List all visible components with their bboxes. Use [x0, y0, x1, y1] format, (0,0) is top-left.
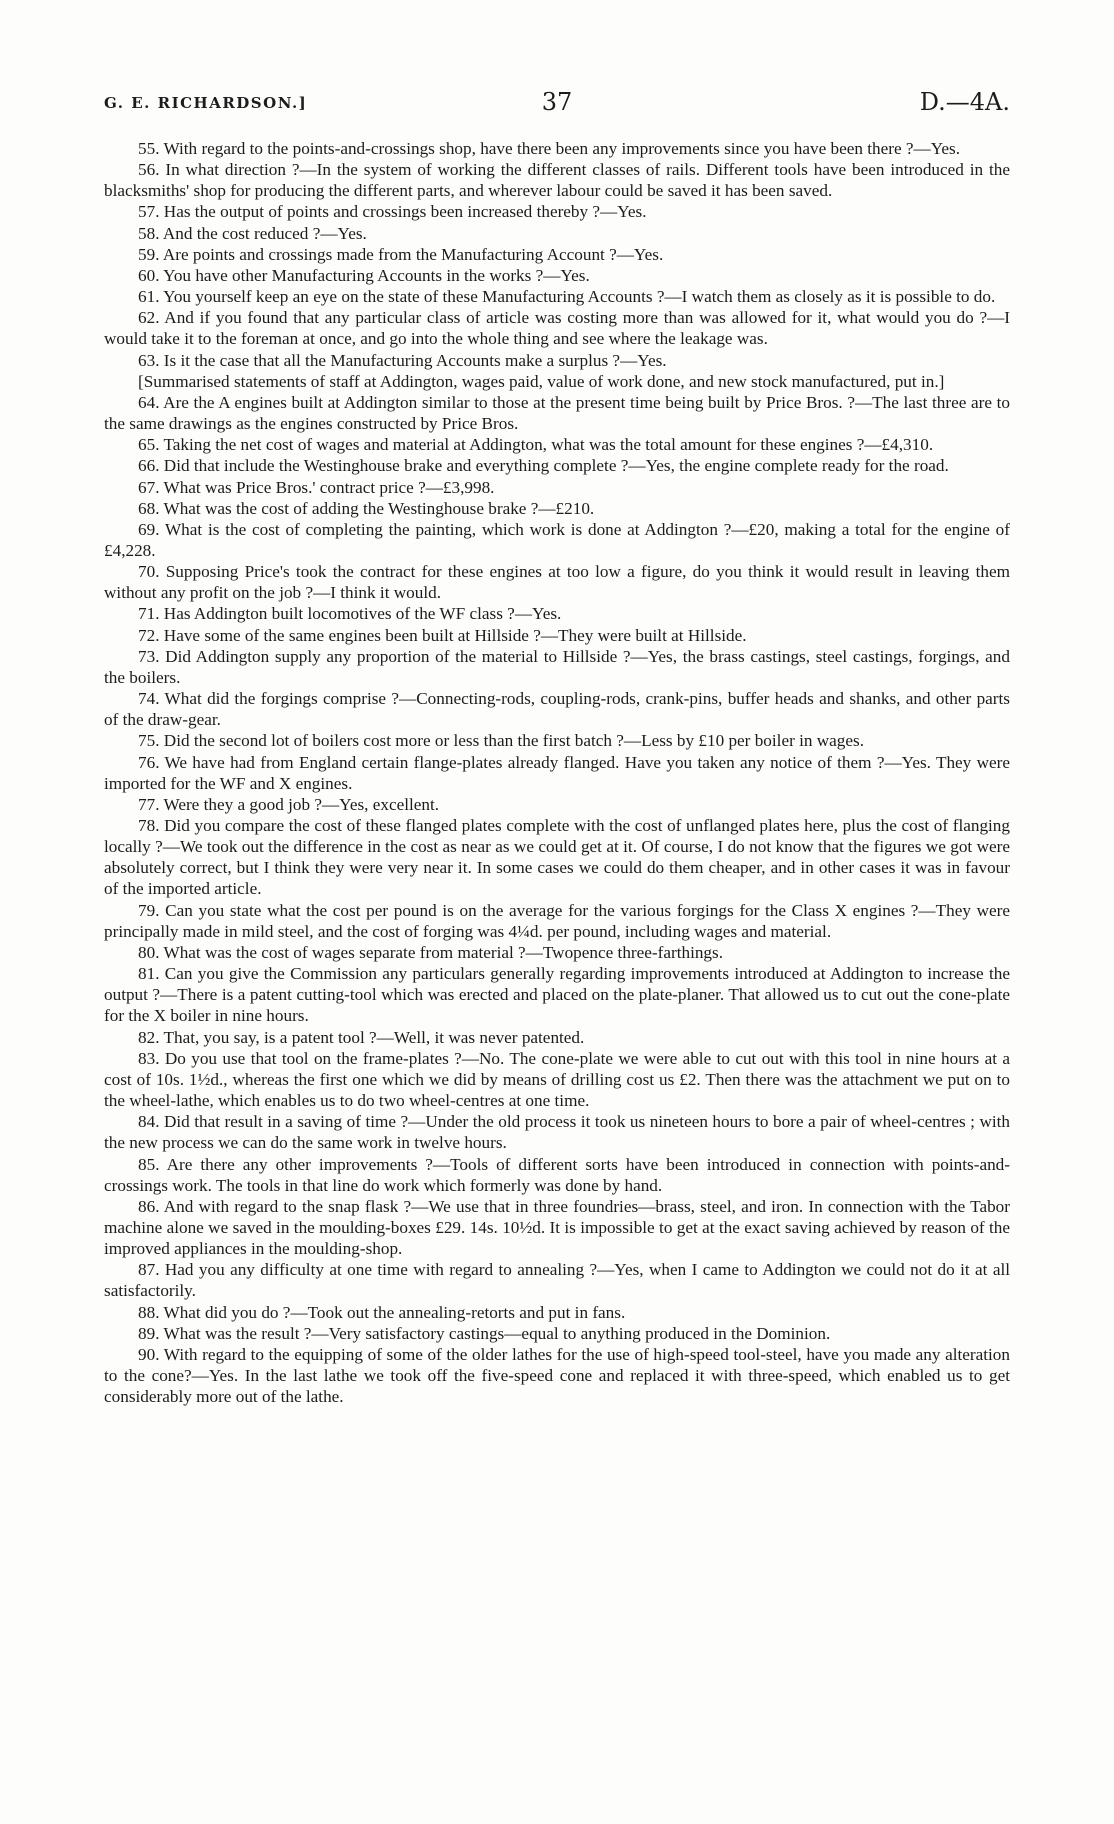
paragraph: 66. Did that include the Westinghouse brake and everything complete ?—Yes, the engine complete ready for the road.	[138, 456, 949, 476]
paragraph: 77. Were they a good job ?—Yes, excellent.	[138, 794, 440, 814]
paragraph: 80. What was the cost of wages separate from material ?—Twopence three-farthings.	[138, 942, 724, 962]
paragraph: 71. Has Addington built locomotives of the WF class ?—Yes.	[138, 604, 562, 624]
paragraph: 79. Can you state what the cost per pound is on the average for the various forgings for the Class X engines ?—They were principally made in mild steel, and the cost of forging was 4¼d. per pound, including wages and material.	[104, 900, 1010, 941]
document-body	[104, 138, 1010, 1407]
paragraph: 90. With regard to the equipping of some of the older lathes for the use of high-speed tool-steel, have you made any alteration to the cone?—Yes. In the last lathe we took off the five-speed cone and replaced it with three-speed, which enabled us to get considerably more out of the lathe.	[104, 1344, 1010, 1407]
paragraph: 68. What was the cost of adding the Westinghouse brake ?—£210.	[138, 498, 595, 518]
paragraph: 74. What did the forgings comprise ?—Connecting-rods, coupling-rods, crank-pins, buffer heads and shanks, and other parts of the draw-gear.	[104, 689, 1010, 730]
paragraph: 84. Did that result in a saving of time ?—Under the old process it took us nineteen hours to bore a pair of wheel-centres ; with the new process we can do the same work in twelve hours.	[104, 1112, 1010, 1153]
paragraph: 56. In what direction ?—In the system of working the different classes of rails. Different tools have been introduced in the blacksmiths' shop for producing the different parts, and wherever labour could be saved it has been saved.	[104, 160, 1010, 201]
paragraph: 58. And the cost reduced ?—Yes.	[138, 223, 367, 243]
paragraph: 86. And with regard to the snap flask ?—We use that in three foundries—brass, steel, and iron. In connection with the Tabor machine alone we saved in the moulding-boxes £29. 14s. 10½d. It is impossible to get at the exact saving achieved by reason of the improved appliances in the moulding-shop.	[104, 1196, 1010, 1259]
paragraph: 55. With regard to the points-and-crossings shop, have there been any improvements since you have been there ?—Yes.	[138, 139, 961, 158]
paragraph: 85. Are there any other improvements ?—Tools of different sorts have been introduced in connection with points-and-crossings work. The tools in that line do work which formerly was done by hand.	[104, 1154, 1010, 1195]
paragraph: 83. Do you use that tool on the frame-plates ?—No. The cone-plate we were able to cut out with this tool in nine hours at a cost of 10s. 1½d., whereas the first one which we did by means of drilling cost us £2. Then there was the attachment we put on to the wheel-lathe, which enables us to do two wheel-centres at one time.	[104, 1048, 1010, 1111]
paragraph: 60. You have other Manufacturing Accounts in the works ?—Yes.	[138, 265, 590, 285]
paragraph: 57. Has the output of points and crossings been increased thereby ?—Yes.	[138, 202, 647, 222]
paragraph: 61. You yourself keep an eye on the state of these Manufacturing Accounts ?—I watch them as closely as it is possible to do.	[138, 287, 996, 307]
page-header	[104, 88, 1010, 128]
paragraph: 67. What was Price Bros.' contract price ?—£3,998.	[138, 477, 495, 497]
paragraph: 89. What was the result ?—Very satisfactory castings—equal to anything produced in the Dominion.	[138, 1323, 831, 1343]
paragraph: 78. Did you compare the cost of these flanged plates complete with the cost of unflanged plates here, plus the cost of flanging locally ?—We took out the difference in the cost as near as we could get at it. Of course, I do not know that the figures we got were absolutely correct, but I think they were very near it. In some cases we could do them cheaper, and in other cases it was in favour of the imported article.	[104, 816, 1010, 899]
page-number: 37	[541, 88, 573, 116]
paragraph: 65. Taking the net cost of wages and material at Addington, what was the total amount for these engines ?—£4,310.	[138, 435, 934, 455]
paragraph: 82. That, you say, is a patent tool ?—Well, it was never patented.	[138, 1027, 585, 1047]
paragraph: 62. And if you found that any particular class of article was costing more than was allowed for it, what would you do ?—I would take it to the foreman at once, and go into the whole thing and see where the leakage was.	[104, 308, 1010, 349]
paragraph: [Summarised statements of staff at Addington, wages paid, value of work done, and new stock manufactured, put in.]	[138, 371, 945, 391]
paragraph: 88. What did you do ?—Took out the annealing-retorts and put in fans.	[138, 1302, 626, 1322]
paragraph: 64. Are the A engines built at Addington similar to those at the present time being built by Price Bros. ?—The last three are to the same drawings as the engines constructed by Price Bros.	[104, 392, 1010, 434]
document-reference: D.—4A.	[919, 88, 1010, 116]
paragraph: 75. Did the second lot of boilers cost more or less than the first batch ?—Less by £10 per boiler in wages.	[138, 731, 865, 751]
paragraph: 70. Supposing Price's took the contract for these engines at too low a figure, do you think it would result in leaving them without any profit on the job ?—I think it would.	[104, 562, 1010, 603]
witness-name: G. E. RICHARDSON.]	[104, 94, 308, 112]
paragraph: 59. Are points and crossings made from the Manufacturing Account ?—Yes.	[138, 244, 664, 264]
paragraph: 69. What is the cost of completing the painting, which work is done at Addington ?—£20, making a total for the engine of £4,228.	[104, 519, 1010, 560]
paragraph: 81. Can you give the Commission any particulars generally regarding improvements introduced at Addington to increase the output ?—There is a patent cutting-tool which was erected and placed on the plate-planer. That allowed us to cut out the cone-plate for the X boiler in nine hours.	[104, 964, 1010, 1026]
paragraph: 73. Did Addington supply any proportion of the material to Hillside ?—Yes, the brass castings, steel castings, forgings, and the boilers.	[104, 646, 1010, 687]
paragraph: 76. We have had from England certain flange-plates already flanged. Have you taken any notice of them ?—Yes. They were imported for the WF and X engines.	[104, 752, 1010, 793]
paragraph: 87. Had you any difficulty at one time with regard to annealing ?—Yes, when I came to Addington we could not do it at all satisfactorily.	[104, 1260, 1010, 1301]
paragraph: 63. Is it the case that all the Manufacturing Accounts make a surplus ?—Yes.	[138, 350, 667, 370]
paragraph: 72. Have some of the same engines been built at Hillside ?—They were built at Hillside.	[138, 625, 747, 645]
